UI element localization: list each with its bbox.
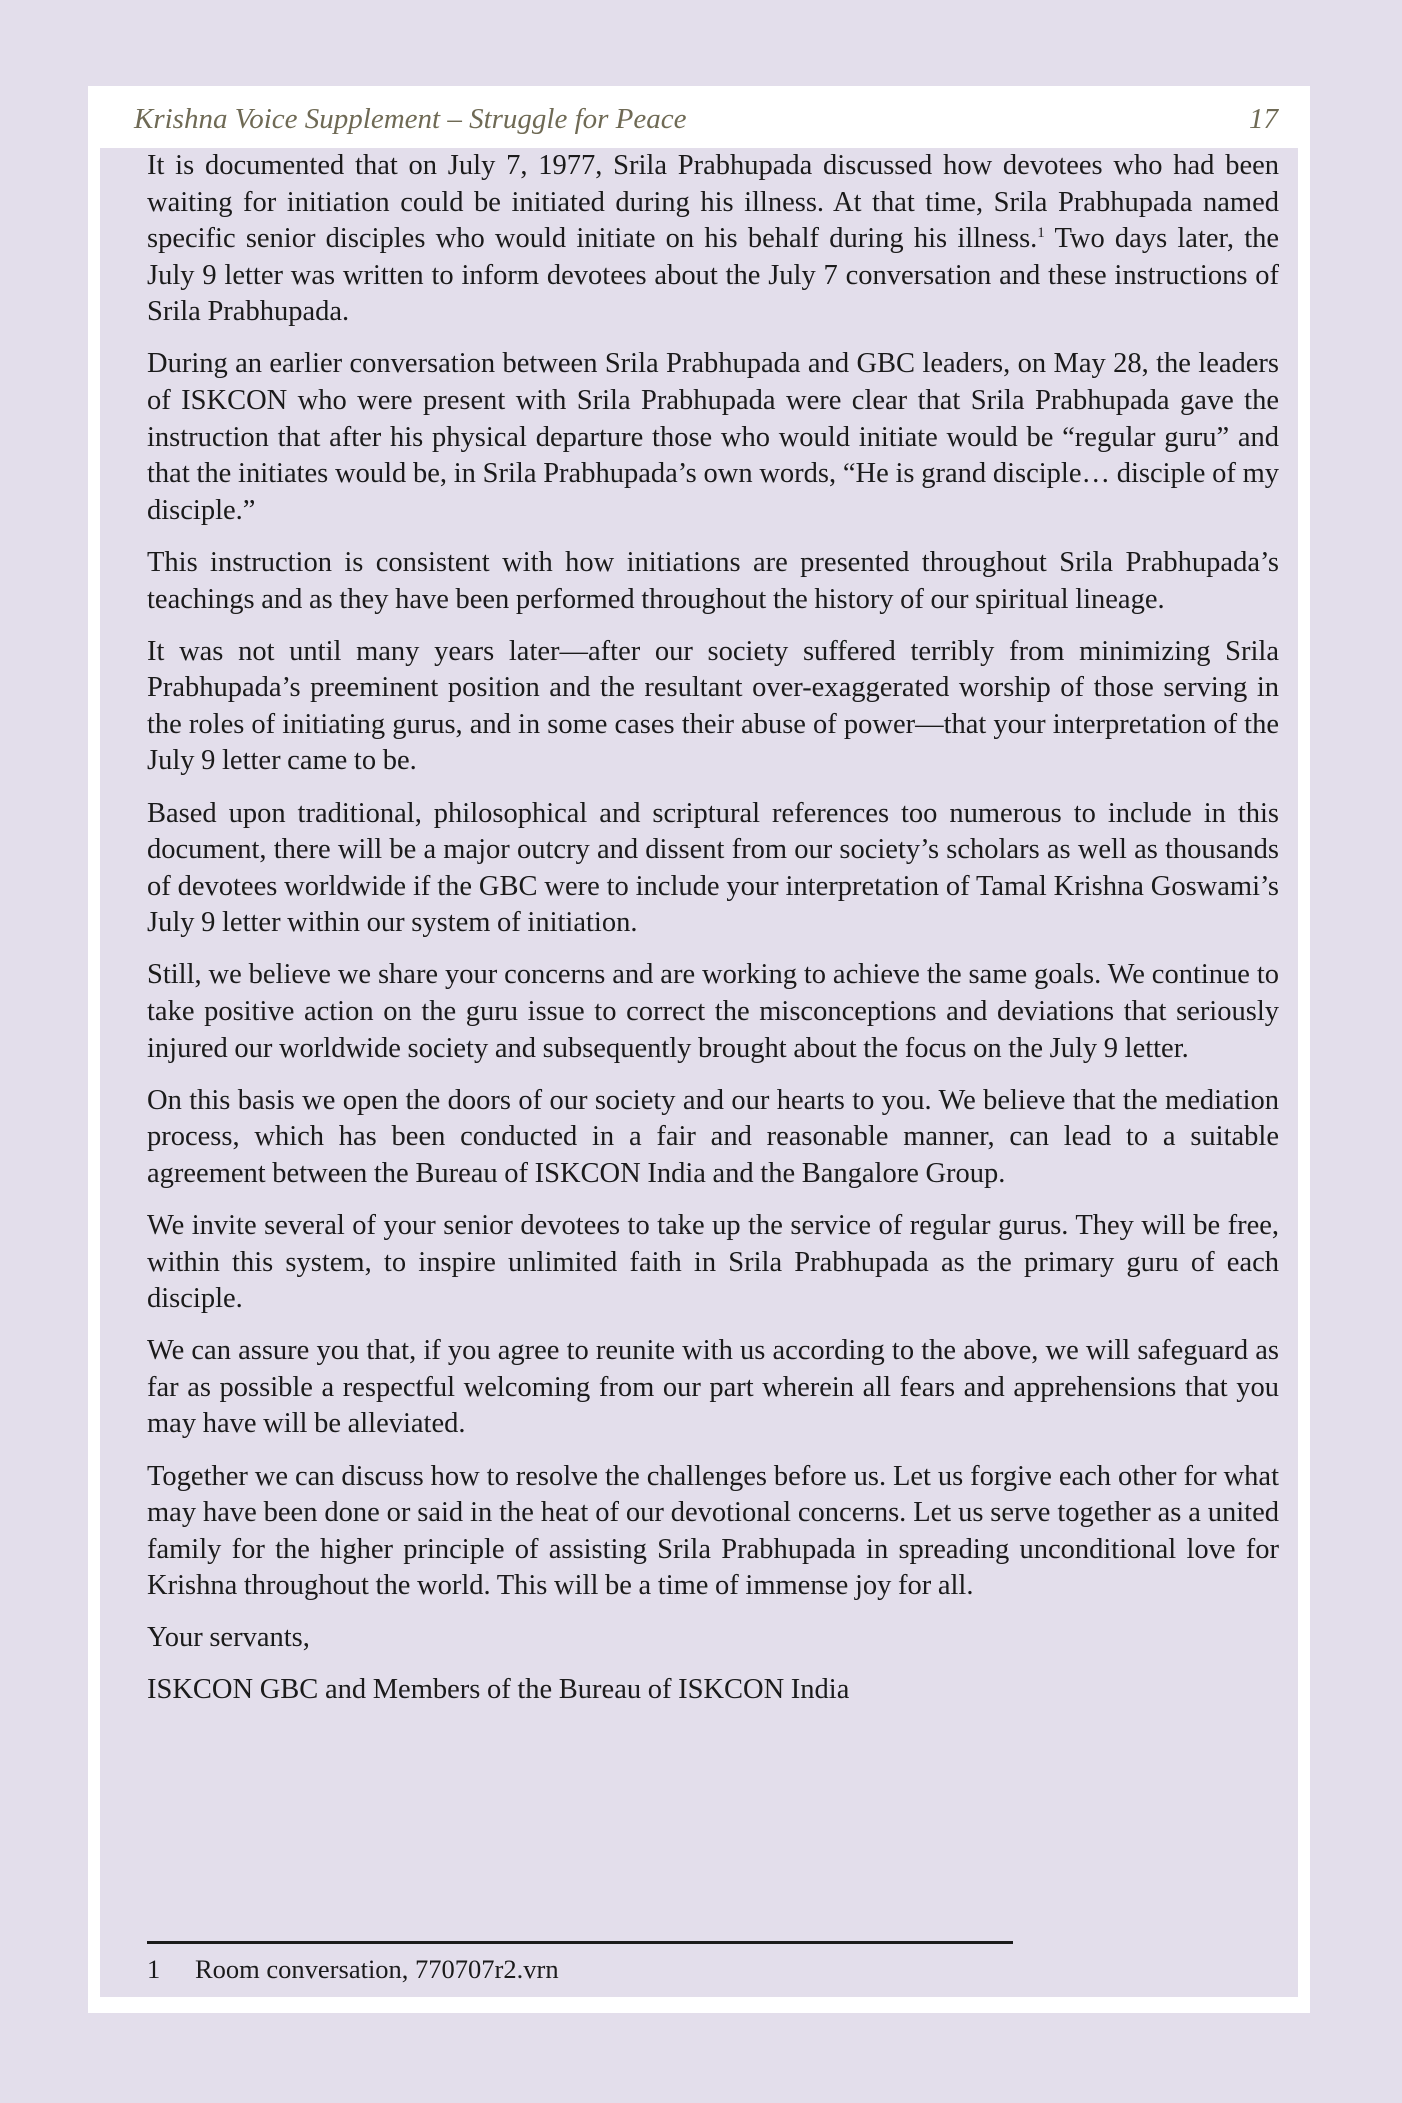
paragraph-2: During an earlier conversation between Srila Prabhupada and GBC leaders, on May 28, the leaders of ISKCON who were present with Srila Prabhupada were clear that Srila Prabhupada gave the instruction that after his physical departure those who would initiate would be “regular guru” and that the initiates would be, in Srila Prabhupada’s own words, “He is grand disciple… disciple of my disciple.” [147, 348, 1279, 526]
paragraph-6: Still, we believe we share your concerns and are working to achieve the same goals. We continue to take positive action on the guru issue to correct the misconceptions and deviations that seriously injured our worldwide society and subsequently brought about the focus on the July 9 letter. [147, 959, 1279, 1064]
paragraph-4: It was not until many years later—after our society suffered terribly from minimizing Srila Prabhupada’s preeminent position and the resultant over-exaggerated worship of those serving in the roles of initiating gurus, and in some cases their abuse of power—that your interpretation of the July 9 letter came to be. [147, 635, 1279, 777]
paragraph-3: This instruction is consistent with how initiations are presented throughout Srila Prabhupada’s teachings and as they have been performed throughout the history of our spiritual lineage. [147, 546, 1279, 615]
paragraph-1-text: It is documented that on July 7, 1977, Srila Prabhupada discussed how devotees who had been waiting for initiation could be initiated during his illness. At that time, Srila Prabhupada named specific senior disciples who would initiate on his behalf during his illness. [147, 150, 1279, 255]
page-frame [88, 86, 1310, 2013]
footnote-divider [147, 1941, 1013, 1944]
paragraph-5: Based upon traditional, philosophical and scriptural references too numerous to include in this document, there will be a major outcry and dissent from our society’s scholars as well as thousands of devotees worldwide if the GBC were to include your interpretation of Tamal Krishna Goswami’s July 9 letter within our system of initiation. [147, 797, 1279, 939]
running-header [134, 100, 1278, 138]
footnote-text: Room conversation, 770707r2.vrn [195, 1954, 559, 1984]
paragraph-8: We invite several of your senior devotees to take up the service of regular gurus. They will be free, within this system, to inspire unlimited faith in Srila Prabhupada as the primary guru of each disciple. [147, 1209, 1279, 1315]
footnote-number: 1 [147, 1954, 161, 1984]
running-header-title: Krishna Voice Supplement – Struggle for Peace [134, 102, 687, 135]
paragraph-9: We can assure you that, if you agree to reunite with us according to the above, we will safeguard as far as possible a respectful welcoming from our part wherein all fears and apprehensions that you may have will be alleviated. [147, 1335, 1279, 1440]
paragraph-7: On this basis we open the doors of our society and our hearts to you. We believe that the mediation process, which has been conducted in a fair and reasonable manner, can lead to a suitable agreement between the Bureau of ISKCON India and the Bangalore Group. [147, 1084, 1279, 1189]
footnote-reference: 1 [1037, 225, 1045, 242]
paragraph-10: Together we can discuss how to resolve the challenges before us. Let us forgive each other for what may have been done or said in the heat of our devotional concerns. Let us serve together as a united family for the higher principle of assisting Srila Prabhupada in spreading unconditional love for Krishna throughout the world. This will be a time of immense joy for all. [147, 1460, 1279, 1602]
page-number: 17 [1249, 102, 1278, 135]
paragraph-1 [147, 148, 1279, 331]
footnote-1 [147, 1951, 559, 1987]
letter-body [147, 148, 1279, 1725]
paragraph-1-text-continued: Two days later, the July 9 letter was written to inform devotees about the July 7 conversation and these instructions of Srila Prabhupada. [147, 223, 1280, 328]
closing-salutation: Your servants, [147, 1622, 310, 1654]
closing-signature: ISKCON GBC and Members of the Bureau of ISKCON India [147, 1674, 850, 1706]
page-body [100, 148, 1298, 1997]
